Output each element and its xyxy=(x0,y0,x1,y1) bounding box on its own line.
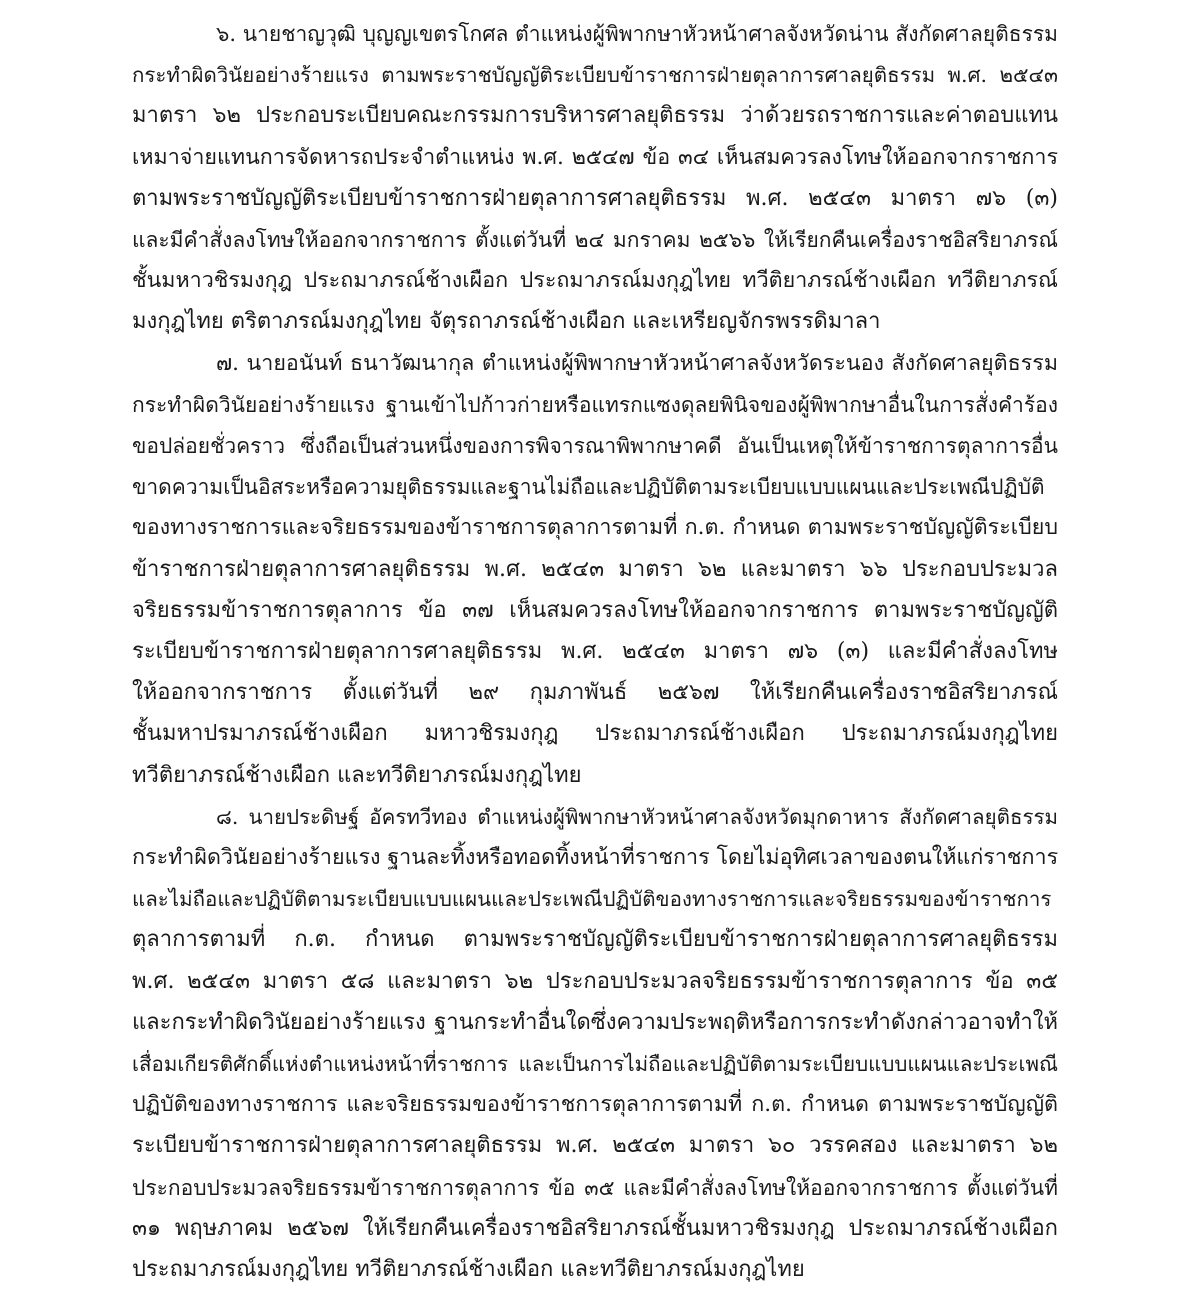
paragraph-line: ตุลาการตามที่ ก.ต. กำหนด ตามพระราชบัญญัติระเบียบข้าราชการฝ่ายตุลาการศาลยุติธรรม xyxy=(132,927,1058,953)
paragraph-line: มาตรา ๖๒ ประกอบระเบียบคณะกรรมการบริหารศาลยุติธรรม ว่าด้วยรถราชการและค่าตอบแทน xyxy=(132,103,1058,129)
paragraph-line: และกระทำผิดวินัยอย่างร้ายแรง ฐานกระทำอื่นใดซึ่งความประพฤติหรือการกระทำดังกล่าวอาจทำให้ xyxy=(132,1009,1058,1035)
paragraph-line: และไม่ถือและปฏิบัติตามระเบียบแบบแผนและประเพณีปฏิบัติของทางราชการและจริยธรรมของข้าราชการ xyxy=(132,887,1052,912)
paragraph-line: ๓๑ พฤษภาคม ๒๕๖๗ ให้เรียกคืนเครื่องราชอิสริยาภรณ์ชั้นมหาวชิรมงกุฎ ประถมาภรณ์ช้างเผือก xyxy=(132,1215,1058,1241)
paragraph-line: จริยธรรมข้าราชการตุลาการ ข้อ ๓๗ เห็นสมควรลงโทษให้ออกจากราชการ ตามพระราชบัญญัติ xyxy=(132,597,1058,623)
paragraph-line: ขอปล่อยชั่วคราว ซึ่งถือเป็นส่วนหนึ่งของการพิจารณาพิพากษาคดี อันเป็นเหตุให้ข้าราชการตุลาการอื่น xyxy=(132,434,1058,458)
paragraph-line: ให้ออกจากราชการ ตั้งแต่วันที่ ๒๙ กุมภาพันธ์ ๒๕๖๗ ให้เรียกคืนเครื่องราชอิสริยาภรณ์ xyxy=(132,680,1058,706)
paragraph-line: เสื่อมเกียรติศักดิ์แห่งตำแหน่งหน้าที่ราชการ และเป็นการไม่ถือและปฏิบัติตามระเบียบแบบแผนและประเพณี xyxy=(132,1052,1058,1076)
paragraph-line: ๖. นายชาญวุฒิ บุญญเขตรโกศล ตำแหน่งผู้พิพากษาหัวหน้าศาลจังหวัดน่าน สังกัดศาลยุติธรรม xyxy=(216,22,1058,46)
paragraph-line: ข้าราชการฝ่ายตุลาการศาลยุติธรรม พ.ศ. ๒๕๔๓ มาตรา ๖๒ และมาตรา ๖๖ ประกอบประมวล xyxy=(132,556,1058,582)
paragraph-line: มงกุฎไทย ตริตาภรณ์มงกุฎไทย จัตุรถาภรณ์ช้างเผือก และเหรียญจักรพรรดิมาลา xyxy=(132,309,881,335)
paragraph-line: เหมาจ่ายแทนการจัดหารถประจำตำแหน่ง พ.ศ. ๒๕๔๗ ข้อ ๓๔ เห็นสมควรลงโทษให้ออกจากราชการ xyxy=(132,144,1058,170)
paragraph-line: ประถมาภรณ์มงกุฎไทย ทวีติยาภรณ์ช้างเผือก และทวีติยาภรณ์มงกุฎไทย xyxy=(132,1257,805,1282)
paragraph-line: กระทำผิดวินัยอย่างร้ายแรง ตามพระราชบัญญัติระเบียบข้าราชการฝ่ายตุลาการศาลยุติธรรม พ.ศ. ๒๕๔๓ xyxy=(132,63,1058,88)
paragraph-line: ปฏิบัติของทางราชการ และจริยธรรมของข้าราชการตุลาการตามที่ ก.ต. กำหนด ตามพระราชบัญญัติ xyxy=(132,1092,1058,1118)
paragraph-line: ๗. นายอนันท์ ธนาวัฒนากุล ตำแหน่งผู้พิพากษาหัวหน้าศาลจังหวัดระนอง สังกัดศาลยุติธรรม xyxy=(216,350,1058,376)
paragraph-line: ระเบียบข้าราชการฝ่ายตุลาการศาลยุติธรรม พ.ศ. ๒๕๔๓ มาตรา ๖๐ วรรคสอง และมาตรา ๖๒ xyxy=(132,1133,1058,1159)
paragraph-line: ระเบียบข้าราชการฝ่ายตุลาการศาลยุติธรรม พ.ศ. ๒๕๔๓ มาตรา ๗๖ (๓) และมีคำสั่งลงโทษ xyxy=(132,639,1058,664)
paragraph-line: ทวีติยาภรณ์ช้างเผือก และทวีติยาภรณ์มงกุฎไทย xyxy=(132,762,582,788)
paragraph-line: ของทางราชการและจริยธรรมของข้าราชการตุลาการตามที่ ก.ต. กำหนด ตามพระราชบัญญัติระเบียบ xyxy=(132,515,1058,541)
paragraph-line: และมีคำสั่งลงโทษให้ออกจากราชการ ตั้งแต่วันที่ ๒๔ มกราคม ๒๕๖๖ ให้เรียกคืนเครื่องราชอิสริยาภรณ์ xyxy=(132,228,1058,252)
paragraph-line: ตามพระราชบัญญัติระเบียบข้าราชการฝ่ายตุลาการศาลยุติธรรม พ.ศ. ๒๕๔๓ มาตรา ๗๖ (๓) xyxy=(132,185,1058,211)
paragraph-line: ขาดความเป็นอิสระหรือความยุติธรรมและฐานไม่ถือและปฏิบัติตามระเบียบแบบแผนและประเพณีปฏิบัติ xyxy=(132,475,1045,500)
paragraph-line: พ.ศ. ๒๕๔๓ มาตรา ๕๘ และมาตรา ๖๒ ประกอบประมวลจริยธรรมข้าราชการตุลาการ ข้อ ๓๕ xyxy=(132,968,1058,994)
paragraph-line: ชั้นมหาวชิรมงกุฎ ประถมาภรณ์ช้างเผือก ประถมาภรณ์มงกุฎไทย ทวีติยาภรณ์ช้างเผือก ทวีติยาภรณ์ xyxy=(132,268,1058,294)
paragraph-line: ๘. นายประดิษฐ์ อัครทวีทอง ตำแหน่งผู้พิพากษาหัวหน้าศาลจังหวัดมุกดาหาร สังกัดศาลยุติธรรม xyxy=(216,804,1058,829)
paragraph-line: ชั้นมหาปรมาภรณ์ช้างเผือก มหาวชิรมงกุฎ ประถมาภรณ์ช้างเผือก ประถมาภรณ์มงกุฎไทย xyxy=(132,721,1058,747)
paragraph-line: กระทำผิดวินัยอย่างร้ายแรง ฐานเข้าไปก้าวก่ายหรือแทรกแซงดุลยพินิจของผู้พิพากษาอื่นในการสั่งคำร้อง xyxy=(132,392,1058,417)
paragraph-line: กระทำผิดวินัยอย่างร้ายแรง ฐานละทิ้งหรือทอดทิ้งหน้าที่ราชการ โดยไม่อุทิศเวลาของตนให้แก่ราชการ xyxy=(132,845,1059,870)
paragraph-line: ประกอบประมวลจริยธรรมข้าราชการตุลาการ ข้อ ๓๕ และมีคำสั่งลงโทษให้ออกจากราชการ ตั้งแต่วันที่ xyxy=(132,1175,1058,1200)
